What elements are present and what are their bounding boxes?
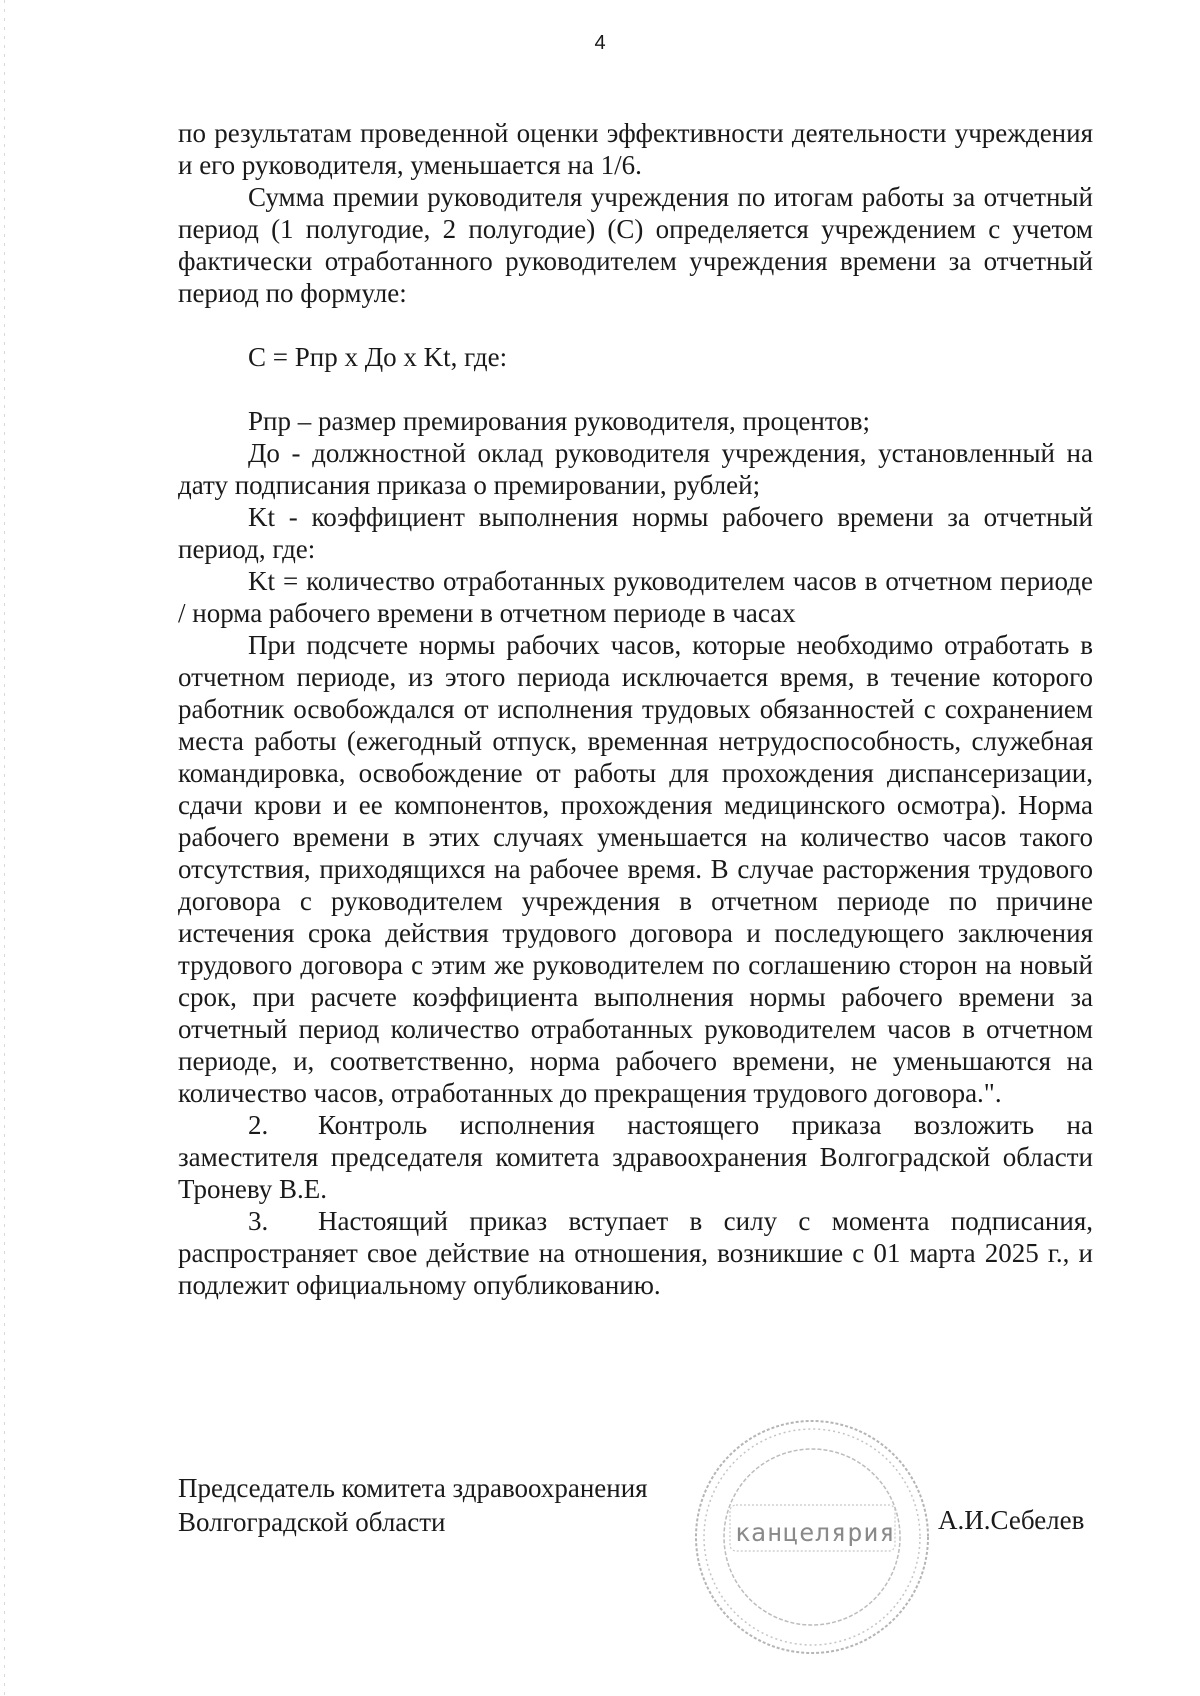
paragraph-work-hours: При подсчете нормы рабочих часов, которые необходимо отработать в отчетном периоде, из этого периода исключается время, в течение которого работник освобождался от исполнения трудовых обязанностей с сохранением места работы (ежегодный отпуск, временная нетрудоспособность, служебная командировка, освобождение от работы для прохождения диспансеризации, сдачи крови и ее компонентов, прохождения медицинского осмотра). Норма рабочего времени в этих случаях уменьшается на количество часов такого отсутствия, приходящихся на рабочее время. В случае расторжения трудового договора с руководителем учреждения в отчетном периоде по причине истечения срока действия трудового договора и последующего заключения трудового договора с этим же руководителем по соглашению сторон на новый срок, при расчете коэффициента выполнения нормы рабочего времени за отчетный период количество отработанных руководителем часов в отчетном периоде, и, соответственно, норма рабочего времени, не уменьшаются на количество часов, отработанных до прекращения трудового договора.". — [178, 630, 1093, 1108]
definition-do: До - должностной оклад руководителя учреждения, установленный на дату подписания приказа о премировании, рублей; — [178, 438, 1093, 500]
list-item-number: 3. — [248, 1206, 269, 1236]
formula-kt: Kt = количество отработанных руководителем часов в отчетном периоде / норма рабочего времени в отчетном периоде в часах — [178, 566, 1093, 628]
list-item-2 — [178, 1109, 1093, 1205]
page-number: 4 — [594, 32, 606, 54]
scan-edge-artifact — [4, 0, 5, 1696]
definition-rpr: Рпр – размер премирования руководителя, процентов; — [248, 406, 871, 436]
list-item-text: Настоящий приказ вступает в силу с момента подписания, распространяет свое действие на отношения, возникшие с 01 марта 2025 г., и подлежит официальному опубликованию. — [178, 1206, 1093, 1300]
definition-kt: Kt - коэффициент выполнения нормы рабочего времени за отчетный период, где: — [178, 502, 1093, 564]
list-item-number: 2. — [248, 1110, 269, 1140]
signatory-position-line1: Председатель комитета здравоохранения — [178, 1473, 648, 1503]
list-item-3 — [178, 1205, 1093, 1301]
signatory-position — [178, 1471, 698, 1539]
document-body — [178, 117, 1093, 1301]
signatory-name: А.И.Себелев — [938, 1505, 1085, 1535]
list-item-text: Контроль исполнения настоящего приказа возложить на заместителя председателя комитета здравоохранения Волгоградской области Троневу В.Е. — [178, 1110, 1093, 1204]
paragraph-premium-sum: Сумма премии руководителя учреждения по итогам работы за отчетный период (1 полугодие, 2 полугодие) (С) определяется учреждением с учетом фактически отработанного руководителем учреждения времени за отчетный период по формуле: — [178, 182, 1093, 308]
stamp-text: канцелярия — [735, 1518, 896, 1547]
signatory-position-line2: Волгоградской области — [178, 1507, 446, 1537]
paragraph-continuation: по результатам проведенной оценки эффективности деятельности учреждения и его руководителя, уменьшается на 1/6. — [178, 118, 1093, 180]
formula: С = Рпр х До х Kt, где: — [248, 342, 508, 372]
